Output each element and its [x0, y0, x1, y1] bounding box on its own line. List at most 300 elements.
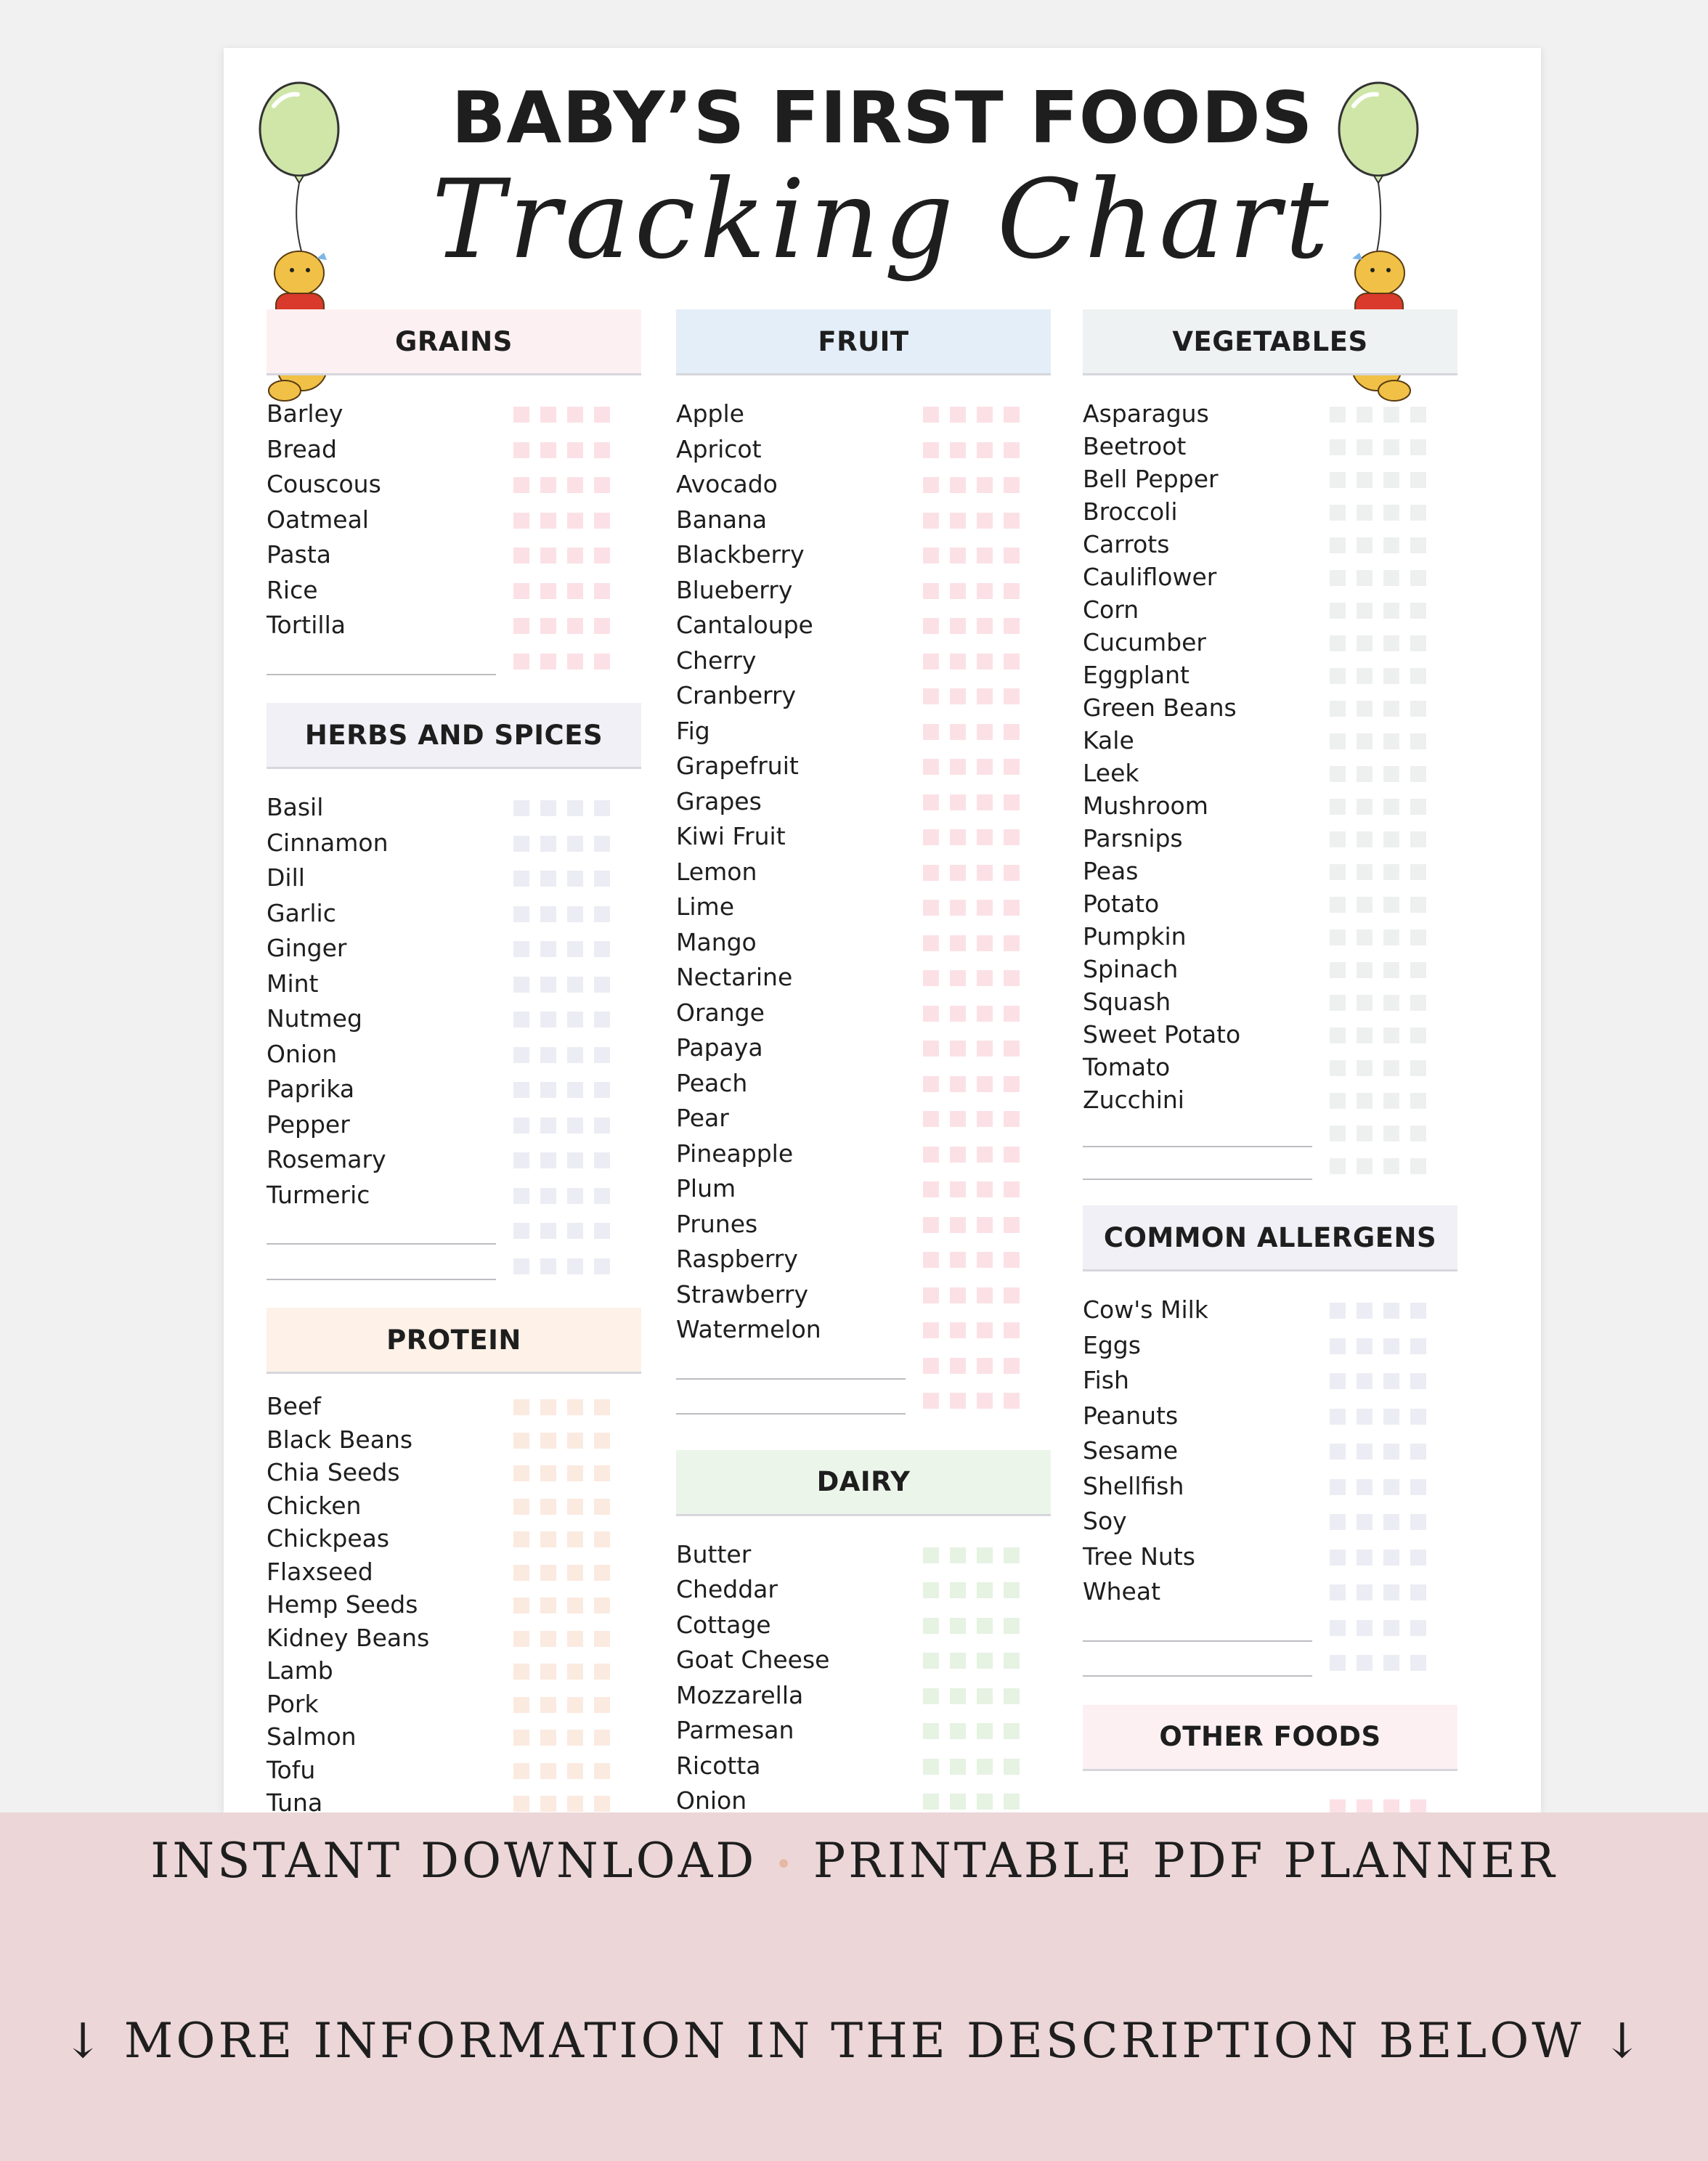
tracking-checkbox[interactable]: [950, 442, 966, 458]
tracking-checkbox[interactable]: [1383, 831, 1399, 847]
tracking-checkbox[interactable]: [923, 935, 939, 951]
tracking-checkbox[interactable]: [1383, 439, 1399, 455]
tracking-checkbox[interactable]: [594, 1082, 610, 1098]
tracking-checkbox[interactable]: [1383, 962, 1399, 978]
tracking-checkbox[interactable]: [1410, 929, 1426, 945]
tracking-checkbox[interactable]: [513, 1565, 529, 1581]
tracking-checkbox[interactable]: [540, 1012, 556, 1027]
tracking-checkbox[interactable]: [1330, 929, 1346, 945]
tracking-checkbox[interactable]: [567, 1433, 583, 1449]
tracking-checkbox[interactable]: [594, 1664, 610, 1680]
tracking-checkbox[interactable]: [540, 1664, 556, 1680]
tracking-checkbox[interactable]: [1357, 1373, 1372, 1389]
tracking-checkbox[interactable]: [1410, 1620, 1426, 1636]
tracking-checkbox[interactable]: [950, 1322, 966, 1338]
tracking-checkbox[interactable]: [1357, 603, 1372, 619]
tracking-checkbox[interactable]: [950, 618, 966, 634]
tracking-checkbox[interactable]: [567, 1763, 583, 1779]
tracking-checkbox[interactable]: [594, 1223, 610, 1239]
tracking-checkbox[interactable]: [594, 477, 610, 493]
tracking-checkbox[interactable]: [1330, 1655, 1346, 1671]
tracking-checkbox[interactable]: [1410, 733, 1426, 749]
tracking-checkbox[interactable]: [950, 1582, 966, 1598]
tracking-checkbox[interactable]: [1330, 1338, 1346, 1354]
tracking-checkbox[interactable]: [1357, 1479, 1372, 1495]
tracking-checkbox[interactable]: [923, 618, 939, 634]
tracking-checkbox[interactable]: [594, 1465, 610, 1481]
tracking-checkbox[interactable]: [1004, 970, 1020, 986]
tracking-checkbox[interactable]: [513, 1047, 529, 1063]
tracking-checkbox[interactable]: [1410, 1158, 1426, 1174]
tracking-checkbox[interactable]: [513, 871, 529, 887]
tracking-checkbox[interactable]: [950, 1076, 966, 1092]
tracking-checkbox[interactable]: [1357, 1799, 1372, 1813]
tracking-checkbox[interactable]: [567, 1012, 583, 1027]
tracking-checkbox[interactable]: [1410, 1303, 1426, 1319]
tracking-checkbox[interactable]: [540, 407, 556, 423]
tracking-checkbox[interactable]: [950, 829, 966, 845]
tracking-checkbox[interactable]: [1357, 733, 1372, 749]
tracking-checkbox[interactable]: [1004, 865, 1020, 881]
tracking-checkbox[interactable]: [513, 1188, 529, 1204]
tracking-checkbox[interactable]: [950, 970, 966, 986]
blank-write-line[interactable]: [267, 1243, 496, 1245]
tracking-checkbox[interactable]: [567, 1598, 583, 1613]
blank-write-line[interactable]: [1083, 1179, 1312, 1180]
tracking-checkbox[interactable]: [1357, 962, 1372, 978]
tracking-checkbox[interactable]: [1383, 995, 1399, 1011]
tracking-checkbox[interactable]: [540, 1730, 556, 1746]
tracking-checkbox[interactable]: [1383, 668, 1399, 684]
tracking-checkbox[interactable]: [594, 1796, 610, 1812]
tracking-checkbox[interactable]: [1383, 472, 1399, 488]
tracking-checkbox[interactable]: [1410, 1479, 1426, 1495]
tracking-checkbox[interactable]: [540, 1082, 556, 1098]
tracking-checkbox[interactable]: [1383, 1655, 1399, 1671]
tracking-checkbox[interactable]: [977, 1147, 993, 1163]
tracking-checkbox[interactable]: [1004, 1759, 1020, 1775]
tracking-checkbox[interactable]: [950, 1759, 966, 1775]
tracking-checkbox[interactable]: [1330, 766, 1346, 782]
tracking-checkbox[interactable]: [1383, 1514, 1399, 1530]
tracking-checkbox[interactable]: [977, 1618, 993, 1634]
tracking-checkbox[interactable]: [1357, 799, 1372, 815]
tracking-checkbox[interactable]: [1330, 570, 1346, 586]
tracking-checkbox[interactable]: [1410, 570, 1426, 586]
tracking-checkbox[interactable]: [540, 1499, 556, 1515]
tracking-checkbox[interactable]: [950, 1547, 966, 1563]
tracking-checkbox[interactable]: [950, 1181, 966, 1197]
tracking-checkbox[interactable]: [1004, 1618, 1020, 1634]
tracking-checkbox[interactable]: [567, 1399, 583, 1415]
blank-write-line[interactable]: [267, 1279, 496, 1280]
tracking-checkbox[interactable]: [513, 977, 529, 993]
tracking-checkbox[interactable]: [923, 1006, 939, 1022]
tracking-checkbox[interactable]: [1004, 1688, 1020, 1704]
tracking-checkbox[interactable]: [977, 1759, 993, 1775]
tracking-checkbox[interactable]: [567, 442, 583, 458]
tracking-checkbox[interactable]: [1383, 1550, 1399, 1566]
tracking-checkbox[interactable]: [594, 836, 610, 852]
tracking-checkbox[interactable]: [923, 688, 939, 704]
tracking-checkbox[interactable]: [540, 1223, 556, 1239]
tracking-checkbox[interactable]: [540, 906, 556, 922]
tracking-checkbox[interactable]: [1357, 472, 1372, 488]
tracking-checkbox[interactable]: [1330, 897, 1346, 913]
tracking-checkbox[interactable]: [1004, 1393, 1020, 1409]
tracking-checkbox[interactable]: [1357, 1093, 1372, 1109]
tracking-checkbox[interactable]: [540, 583, 556, 599]
tracking-checkbox[interactable]: [513, 1152, 529, 1168]
tracking-checkbox[interactable]: [1357, 1620, 1372, 1636]
tracking-checkbox[interactable]: [567, 1730, 583, 1746]
tracking-checkbox[interactable]: [594, 513, 610, 529]
tracking-checkbox[interactable]: [540, 477, 556, 493]
tracking-checkbox[interactable]: [1330, 799, 1346, 815]
tracking-checkbox[interactable]: [513, 1399, 529, 1415]
tracking-checkbox[interactable]: [567, 477, 583, 493]
tracking-checkbox[interactable]: [977, 1006, 993, 1022]
tracking-checkbox[interactable]: [594, 618, 610, 634]
tracking-checkbox[interactable]: [513, 618, 529, 634]
tracking-checkbox[interactable]: [923, 513, 939, 529]
tracking-checkbox[interactable]: [1357, 766, 1372, 782]
blank-write-line[interactable]: [676, 1413, 906, 1415]
tracking-checkbox[interactable]: [1330, 831, 1346, 847]
tracking-checkbox[interactable]: [950, 1041, 966, 1057]
tracking-checkbox[interactable]: [513, 1531, 529, 1547]
tracking-checkbox[interactable]: [950, 1618, 966, 1634]
tracking-checkbox[interactable]: [1410, 407, 1426, 423]
tracking-checkbox[interactable]: [950, 900, 966, 916]
tracking-checkbox[interactable]: [1410, 1027, 1426, 1043]
tracking-checkbox[interactable]: [1357, 1550, 1372, 1566]
tracking-checkbox[interactable]: [923, 1358, 939, 1374]
tracking-checkbox[interactable]: [567, 1796, 583, 1812]
tracking-checkbox[interactable]: [513, 407, 529, 423]
tracking-checkbox[interactable]: [1410, 1093, 1426, 1109]
tracking-checkbox[interactable]: [1330, 1444, 1346, 1460]
tracking-checkbox[interactable]: [594, 1531, 610, 1547]
tracking-checkbox[interactable]: [1004, 1358, 1020, 1374]
tracking-checkbox[interactable]: [977, 1653, 993, 1669]
tracking-checkbox[interactable]: [1004, 900, 1020, 916]
tracking-checkbox[interactable]: [923, 865, 939, 881]
tracking-checkbox[interactable]: [923, 900, 939, 916]
tracking-checkbox[interactable]: [513, 513, 529, 529]
tracking-checkbox[interactable]: [1357, 929, 1372, 945]
tracking-checkbox[interactable]: [540, 1152, 556, 1168]
tracking-checkbox[interactable]: [1410, 1550, 1426, 1566]
tracking-checkbox[interactable]: [1410, 1799, 1426, 1813]
tracking-checkbox[interactable]: [1330, 1158, 1346, 1174]
tracking-checkbox[interactable]: [513, 1499, 529, 1515]
tracking-checkbox[interactable]: [977, 513, 993, 529]
tracking-checkbox[interactable]: [950, 865, 966, 881]
tracking-checkbox[interactable]: [1330, 1799, 1346, 1813]
tracking-checkbox[interactable]: [1330, 635, 1346, 651]
tracking-checkbox[interactable]: [1330, 864, 1346, 880]
tracking-checkbox[interactable]: [594, 800, 610, 816]
tracking-checkbox[interactable]: [1410, 1655, 1426, 1671]
tracking-checkbox[interactable]: [1357, 1303, 1372, 1319]
tracking-checkbox[interactable]: [950, 759, 966, 775]
tracking-checkbox[interactable]: [540, 654, 556, 670]
tracking-checkbox[interactable]: [540, 941, 556, 957]
tracking-checkbox[interactable]: [1383, 1027, 1399, 1043]
tracking-checkbox[interactable]: [567, 1465, 583, 1481]
tracking-checkbox[interactable]: [1004, 583, 1020, 599]
tracking-checkbox[interactable]: [1383, 1158, 1399, 1174]
tracking-checkbox[interactable]: [594, 906, 610, 922]
tracking-checkbox[interactable]: [950, 1006, 966, 1022]
tracking-checkbox[interactable]: [567, 977, 583, 993]
tracking-checkbox[interactable]: [594, 1565, 610, 1581]
tracking-checkbox[interactable]: [977, 1041, 993, 1057]
tracking-checkbox[interactable]: [923, 1181, 939, 1197]
tracking-checkbox[interactable]: [1330, 603, 1346, 619]
tracking-checkbox[interactable]: [1410, 635, 1426, 651]
tracking-checkbox[interactable]: [594, 1598, 610, 1613]
tracking-checkbox[interactable]: [1410, 766, 1426, 782]
tracking-checkbox[interactable]: [1330, 1550, 1346, 1566]
tracking-checkbox[interactable]: [1004, 654, 1020, 670]
tracking-checkbox[interactable]: [1383, 603, 1399, 619]
tracking-checkbox[interactable]: [923, 1688, 939, 1704]
tracking-checkbox[interactable]: [567, 871, 583, 887]
tracking-checkbox[interactable]: [923, 477, 939, 493]
tracking-checkbox[interactable]: [950, 1653, 966, 1669]
tracking-checkbox[interactable]: [1004, 1723, 1020, 1739]
tracking-checkbox[interactable]: [1330, 1060, 1346, 1076]
tracking-checkbox[interactable]: [977, 1322, 993, 1338]
tracking-checkbox[interactable]: [977, 1547, 993, 1563]
tracking-checkbox[interactable]: [977, 618, 993, 634]
tracking-checkbox[interactable]: [1004, 1147, 1020, 1163]
tracking-checkbox[interactable]: [1357, 701, 1372, 717]
tracking-checkbox[interactable]: [1383, 1373, 1399, 1389]
tracking-checkbox[interactable]: [1330, 1027, 1346, 1043]
tracking-checkbox[interactable]: [1330, 407, 1346, 423]
tracking-checkbox[interactable]: [540, 1118, 556, 1134]
tracking-checkbox[interactable]: [513, 654, 529, 670]
tracking-checkbox[interactable]: [1330, 472, 1346, 488]
tracking-checkbox[interactable]: [1330, 1303, 1346, 1319]
tracking-checkbox[interactable]: [594, 1631, 610, 1647]
tracking-checkbox[interactable]: [1383, 1338, 1399, 1354]
tracking-checkbox[interactable]: [1357, 995, 1372, 1011]
tracking-checkbox[interactable]: [513, 1012, 529, 1027]
tracking-checkbox[interactable]: [1330, 962, 1346, 978]
tracking-checkbox[interactable]: [594, 1499, 610, 1515]
tracking-checkbox[interactable]: [567, 836, 583, 852]
tracking-checkbox[interactable]: [923, 442, 939, 458]
tracking-checkbox[interactable]: [950, 407, 966, 423]
tracking-checkbox[interactable]: [540, 1763, 556, 1779]
tracking-checkbox[interactable]: [567, 1531, 583, 1547]
tracking-checkbox[interactable]: [977, 1582, 993, 1598]
tracking-checkbox[interactable]: [513, 548, 529, 563]
tracking-checkbox[interactable]: [567, 1664, 583, 1680]
tracking-checkbox[interactable]: [1383, 897, 1399, 913]
tracking-checkbox[interactable]: [567, 654, 583, 670]
tracking-checkbox[interactable]: [923, 1287, 939, 1303]
tracking-checkbox[interactable]: [923, 724, 939, 740]
tracking-checkbox[interactable]: [513, 1664, 529, 1680]
tracking-checkbox[interactable]: [513, 836, 529, 852]
tracking-checkbox[interactable]: [1357, 1409, 1372, 1425]
tracking-checkbox[interactable]: [1383, 407, 1399, 423]
tracking-checkbox[interactable]: [1357, 831, 1372, 847]
tracking-checkbox[interactable]: [1330, 733, 1346, 749]
tracking-checkbox[interactable]: [567, 1565, 583, 1581]
tracking-checkbox[interactable]: [1004, 1582, 1020, 1598]
tracking-checkbox[interactable]: [567, 1118, 583, 1134]
tracking-checkbox[interactable]: [513, 1697, 529, 1713]
tracking-checkbox[interactable]: [567, 1631, 583, 1647]
tracking-checkbox[interactable]: [1004, 513, 1020, 529]
tracking-checkbox[interactable]: [1004, 1287, 1020, 1303]
tracking-checkbox[interactable]: [513, 1258, 529, 1274]
tracking-checkbox[interactable]: [950, 1393, 966, 1409]
tracking-checkbox[interactable]: [1004, 1111, 1020, 1127]
tracking-checkbox[interactable]: [594, 583, 610, 599]
tracking-checkbox[interactable]: [977, 407, 993, 423]
blank-write-line[interactable]: [1083, 1146, 1312, 1147]
tracking-checkbox[interactable]: [594, 407, 610, 423]
tracking-checkbox[interactable]: [567, 1188, 583, 1204]
tracking-checkbox[interactable]: [513, 800, 529, 816]
tracking-checkbox[interactable]: [567, 941, 583, 957]
tracking-checkbox[interactable]: [923, 407, 939, 423]
tracking-checkbox[interactable]: [567, 800, 583, 816]
tracking-checkbox[interactable]: [950, 724, 966, 740]
tracking-checkbox[interactable]: [977, 1287, 993, 1303]
tracking-checkbox[interactable]: [540, 1598, 556, 1613]
tracking-checkbox[interactable]: [977, 935, 993, 951]
tracking-checkbox[interactable]: [977, 583, 993, 599]
tracking-checkbox[interactable]: [977, 1358, 993, 1374]
tracking-checkbox[interactable]: [950, 1723, 966, 1739]
tracking-checkbox[interactable]: [513, 477, 529, 493]
tracking-checkbox[interactable]: [540, 618, 556, 634]
tracking-checkbox[interactable]: [923, 1041, 939, 1057]
tracking-checkbox[interactable]: [1004, 759, 1020, 775]
tracking-checkbox[interactable]: [540, 1047, 556, 1063]
tracking-checkbox[interactable]: [1410, 897, 1426, 913]
tracking-checkbox[interactable]: [1383, 1584, 1399, 1600]
tracking-checkbox[interactable]: [594, 548, 610, 563]
tracking-checkbox[interactable]: [540, 800, 556, 816]
tracking-checkbox[interactable]: [1410, 505, 1426, 521]
tracking-checkbox[interactable]: [1330, 1584, 1346, 1600]
tracking-checkbox[interactable]: [977, 970, 993, 986]
tracking-checkbox[interactable]: [1357, 439, 1372, 455]
tracking-checkbox[interactable]: [567, 1082, 583, 1098]
tracking-checkbox[interactable]: [567, 906, 583, 922]
tracking-checkbox[interactable]: [1004, 407, 1020, 423]
tracking-checkbox[interactable]: [567, 1047, 583, 1063]
tracking-checkbox[interactable]: [540, 1433, 556, 1449]
tracking-checkbox[interactable]: [977, 829, 993, 845]
tracking-checkbox[interactable]: [513, 442, 529, 458]
tracking-checkbox[interactable]: [567, 1258, 583, 1274]
blank-write-line[interactable]: [267, 674, 496, 675]
tracking-checkbox[interactable]: [540, 1399, 556, 1415]
tracking-checkbox[interactable]: [513, 1465, 529, 1481]
tracking-checkbox[interactable]: [923, 654, 939, 670]
tracking-checkbox[interactable]: [950, 1111, 966, 1127]
tracking-checkbox[interactable]: [1330, 537, 1346, 553]
tracking-checkbox[interactable]: [567, 1697, 583, 1713]
tracking-checkbox[interactable]: [540, 548, 556, 563]
tracking-checkbox[interactable]: [1357, 1655, 1372, 1671]
tracking-checkbox[interactable]: [540, 1258, 556, 1274]
tracking-checkbox[interactable]: [1357, 1514, 1372, 1530]
tracking-checkbox[interactable]: [977, 688, 993, 704]
tracking-checkbox[interactable]: [923, 1723, 939, 1739]
tracking-checkbox[interactable]: [1383, 733, 1399, 749]
tracking-checkbox[interactable]: [567, 1223, 583, 1239]
tracking-checkbox[interactable]: [1004, 724, 1020, 740]
tracking-checkbox[interactable]: [1330, 1093, 1346, 1109]
tracking-checkbox[interactable]: [1357, 897, 1372, 913]
tracking-checkbox[interactable]: [567, 407, 583, 423]
tracking-checkbox[interactable]: [1410, 1584, 1426, 1600]
tracking-checkbox[interactable]: [567, 1499, 583, 1515]
tracking-checkbox[interactable]: [1004, 794, 1020, 810]
tracking-checkbox[interactable]: [923, 1759, 939, 1775]
tracking-checkbox[interactable]: [540, 1565, 556, 1581]
tracking-checkbox[interactable]: [923, 970, 939, 986]
tracking-checkbox[interactable]: [1004, 935, 1020, 951]
tracking-checkbox[interactable]: [1004, 1217, 1020, 1233]
tracking-checkbox[interactable]: [1004, 1252, 1020, 1268]
tracking-checkbox[interactable]: [977, 759, 993, 775]
tracking-checkbox[interactable]: [1330, 1620, 1346, 1636]
tracking-checkbox[interactable]: [1383, 864, 1399, 880]
tracking-checkbox[interactable]: [594, 1730, 610, 1746]
tracking-checkbox[interactable]: [1383, 1799, 1399, 1813]
tracking-checkbox[interactable]: [540, 1796, 556, 1812]
tracking-checkbox[interactable]: [1383, 1126, 1399, 1141]
tracking-checkbox[interactable]: [1004, 477, 1020, 493]
tracking-checkbox[interactable]: [1410, 1373, 1426, 1389]
tracking-checkbox[interactable]: [594, 654, 610, 670]
tracking-checkbox[interactable]: [950, 1794, 966, 1810]
tracking-checkbox[interactable]: [923, 548, 939, 563]
tracking-checkbox[interactable]: [1357, 1444, 1372, 1460]
tracking-checkbox[interactable]: [540, 513, 556, 529]
tracking-checkbox[interactable]: [1330, 668, 1346, 684]
tracking-checkbox[interactable]: [923, 1653, 939, 1669]
tracking-checkbox[interactable]: [1383, 701, 1399, 717]
tracking-checkbox[interactable]: [1357, 668, 1372, 684]
tracking-checkbox[interactable]: [1004, 1006, 1020, 1022]
tracking-checkbox[interactable]: [540, 1697, 556, 1713]
tracking-checkbox[interactable]: [1383, 570, 1399, 586]
tracking-checkbox[interactable]: [594, 1399, 610, 1415]
tracking-checkbox[interactable]: [594, 1258, 610, 1274]
tracking-checkbox[interactable]: [977, 1723, 993, 1739]
tracking-checkbox[interactable]: [1410, 472, 1426, 488]
tracking-checkbox[interactable]: [594, 1763, 610, 1779]
tracking-checkbox[interactable]: [1330, 505, 1346, 521]
tracking-checkbox[interactable]: [1410, 864, 1426, 880]
tracking-checkbox[interactable]: [1410, 701, 1426, 717]
tracking-checkbox[interactable]: [1330, 1373, 1346, 1389]
tracking-checkbox[interactable]: [1383, 799, 1399, 815]
